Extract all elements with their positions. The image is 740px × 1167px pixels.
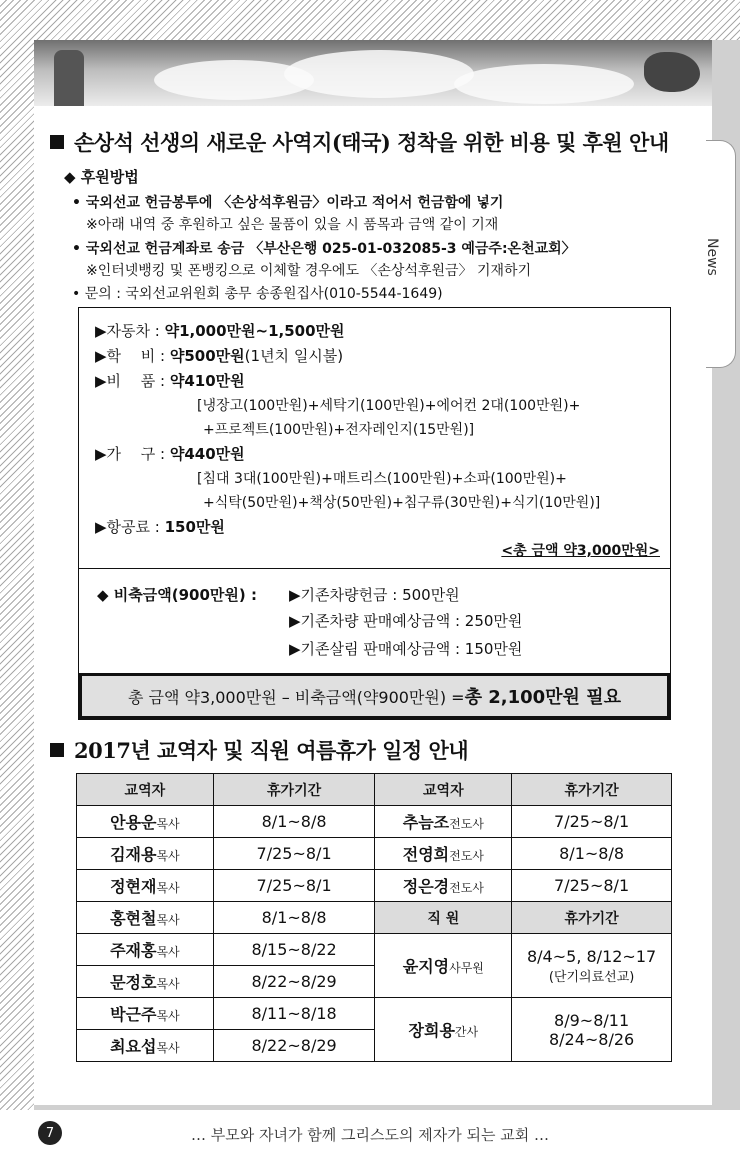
header-name: 교역자 [375,774,512,806]
table-cell: 8/22~8/29 [213,966,375,998]
table-row [77,806,672,838]
header-staff: 직 원 [375,902,512,934]
table-row [77,870,672,902]
table-cell: 박근주목사 [77,998,214,1030]
cost-airfare: ▶항공료 : 150만원 [95,518,225,536]
table-cell: 8/1~8/8 [213,806,375,838]
table-header-row [77,774,672,806]
method-line-1: • 국외선교 헌금봉투에 〈손상석후원금〉이라고 적어서 헌금함에 넣기 [72,195,504,211]
table-row [77,934,672,966]
table-cell: 8/1~8/8 [213,902,375,934]
table-cell: 7/25~8/1 [512,806,672,838]
method-line-2: • 국외선교 헌금계좌로 송금 〈부산은행 025-01-032085-3 예금주:온천교회〉 [72,241,576,257]
table-cell: 안용운목사 [77,806,214,838]
header-banner [34,40,712,106]
reserve-item-3: ▶기존살림 판매예상금액 : 150만원 [289,640,523,658]
table-cell: 문정호목사 [77,966,214,998]
header-period: 휴가기간 [512,902,672,934]
table-cell: 7/25~8/1 [213,870,375,902]
table-cell: 8/11~8/18 [213,998,375,1030]
table-cell: 주재홍목사 [77,934,214,966]
furniture-detail-2: +식탁(50만원)+책상(50만원)+침구류(30만원)+식기(10만원)] [203,495,601,511]
header-name: 교역자 [77,774,214,806]
section1-title: 손상석 선생의 새로운 사역지(태국) 정착을 위한 비용 및 후원 안내 [50,127,669,157]
reserve-item-2: ▶기존차량 판매예상금액 : 250만원 [289,612,523,630]
supplies-detail-1: [냉장고(100만원)+세탁기(100만원)+에어컨 2대(100만원)+ [197,398,581,414]
table-cell: 정현재목사 [77,870,214,902]
section2-title: 2017년 교역자 및 직원 여름휴가 일정 안내 [50,735,468,765]
table-cell: 정은경전도사 [375,870,512,902]
cost-furniture: ▶가 구 : 약440만원 [95,445,245,463]
table-cell: 8/15~8/22 [213,934,375,966]
table-cell: 8/4~5, 8/12~17 (단기의료선교) [512,934,672,998]
side-tab-label: News [704,238,720,276]
table-cell: 8/9~8/11 8/24~8/26 [512,998,672,1062]
cost-tuition: ▶학 비 : 약500만원(1년치 일시불) [95,347,344,365]
table-row [77,838,672,870]
table-cell: 추늠조전도사 [375,806,512,838]
reserve-item-1: ▶기존차량헌금 : 500만원 [289,586,460,604]
table-cell: 8/22~8/29 [213,1030,375,1062]
method-note-1: ※아래 내역 중 후원하고 싶은 물품이 있을 시 품목과 금액 같이 기재 [86,217,499,233]
table-cell: 김재용목사 [77,838,214,870]
table-cell: 7/25~8/1 [512,870,672,902]
need-total-bar: 총 금액 약3,000만원 – 비축금액(약900만원) = 총 2,100만원 필요 [79,673,670,719]
cost-car: ▶자동차 : 약1,000만원~1,500만원 [95,322,345,340]
cost-total: <총 금액 약3,000만원> [501,543,660,559]
table-row [77,902,672,934]
footer-motto: … 부모와 자녀가 함께 그리스도의 제자가 되는 교회 … [191,1126,549,1144]
page-number: 7 [38,1121,62,1145]
header-period: 휴가기간 [213,774,375,806]
table-row [77,998,672,1030]
table-cell: 장희용간사 [375,998,512,1062]
supplies-detail-2: +프로젝트(100만원)+전자레인지(15만원)] [203,422,475,438]
inquiry-line: • 문의 : 국외선교위원회 총무 송종원집사(010-5544-1649) [72,286,443,302]
square-bullet-icon [50,743,64,757]
table-cell: 최요섭목사 [77,1030,214,1062]
method-heading: ◆ 후원방법 [64,168,139,186]
vacation-table [76,773,672,1062]
table-cell: 홍현철목사 [77,902,214,934]
header-period: 휴가기간 [512,774,672,806]
table-cell: 8/1~8/8 [512,838,672,870]
furniture-detail-1: [침대 3대(100만원)+매트리스(100만원)+소파(100만원)+ [197,471,567,487]
divider [79,568,670,569]
square-bullet-icon [50,135,64,149]
table-cell: 7/25~8/1 [213,838,375,870]
table-cell: 윤지영사무원 [375,934,512,998]
reserve-label: ◆ 비축금액(900만원) : [97,586,257,604]
cost-box [78,307,671,720]
cost-supplies: ▶비 품 : 약410만원 [95,372,245,390]
method-note-2: ※인터넷뱅킹 및 폰뱅킹으로 이체할 경우에도 〈손상석후원금〉 기재하기 [86,263,532,279]
table-cell: 전영희전도사 [375,838,512,870]
